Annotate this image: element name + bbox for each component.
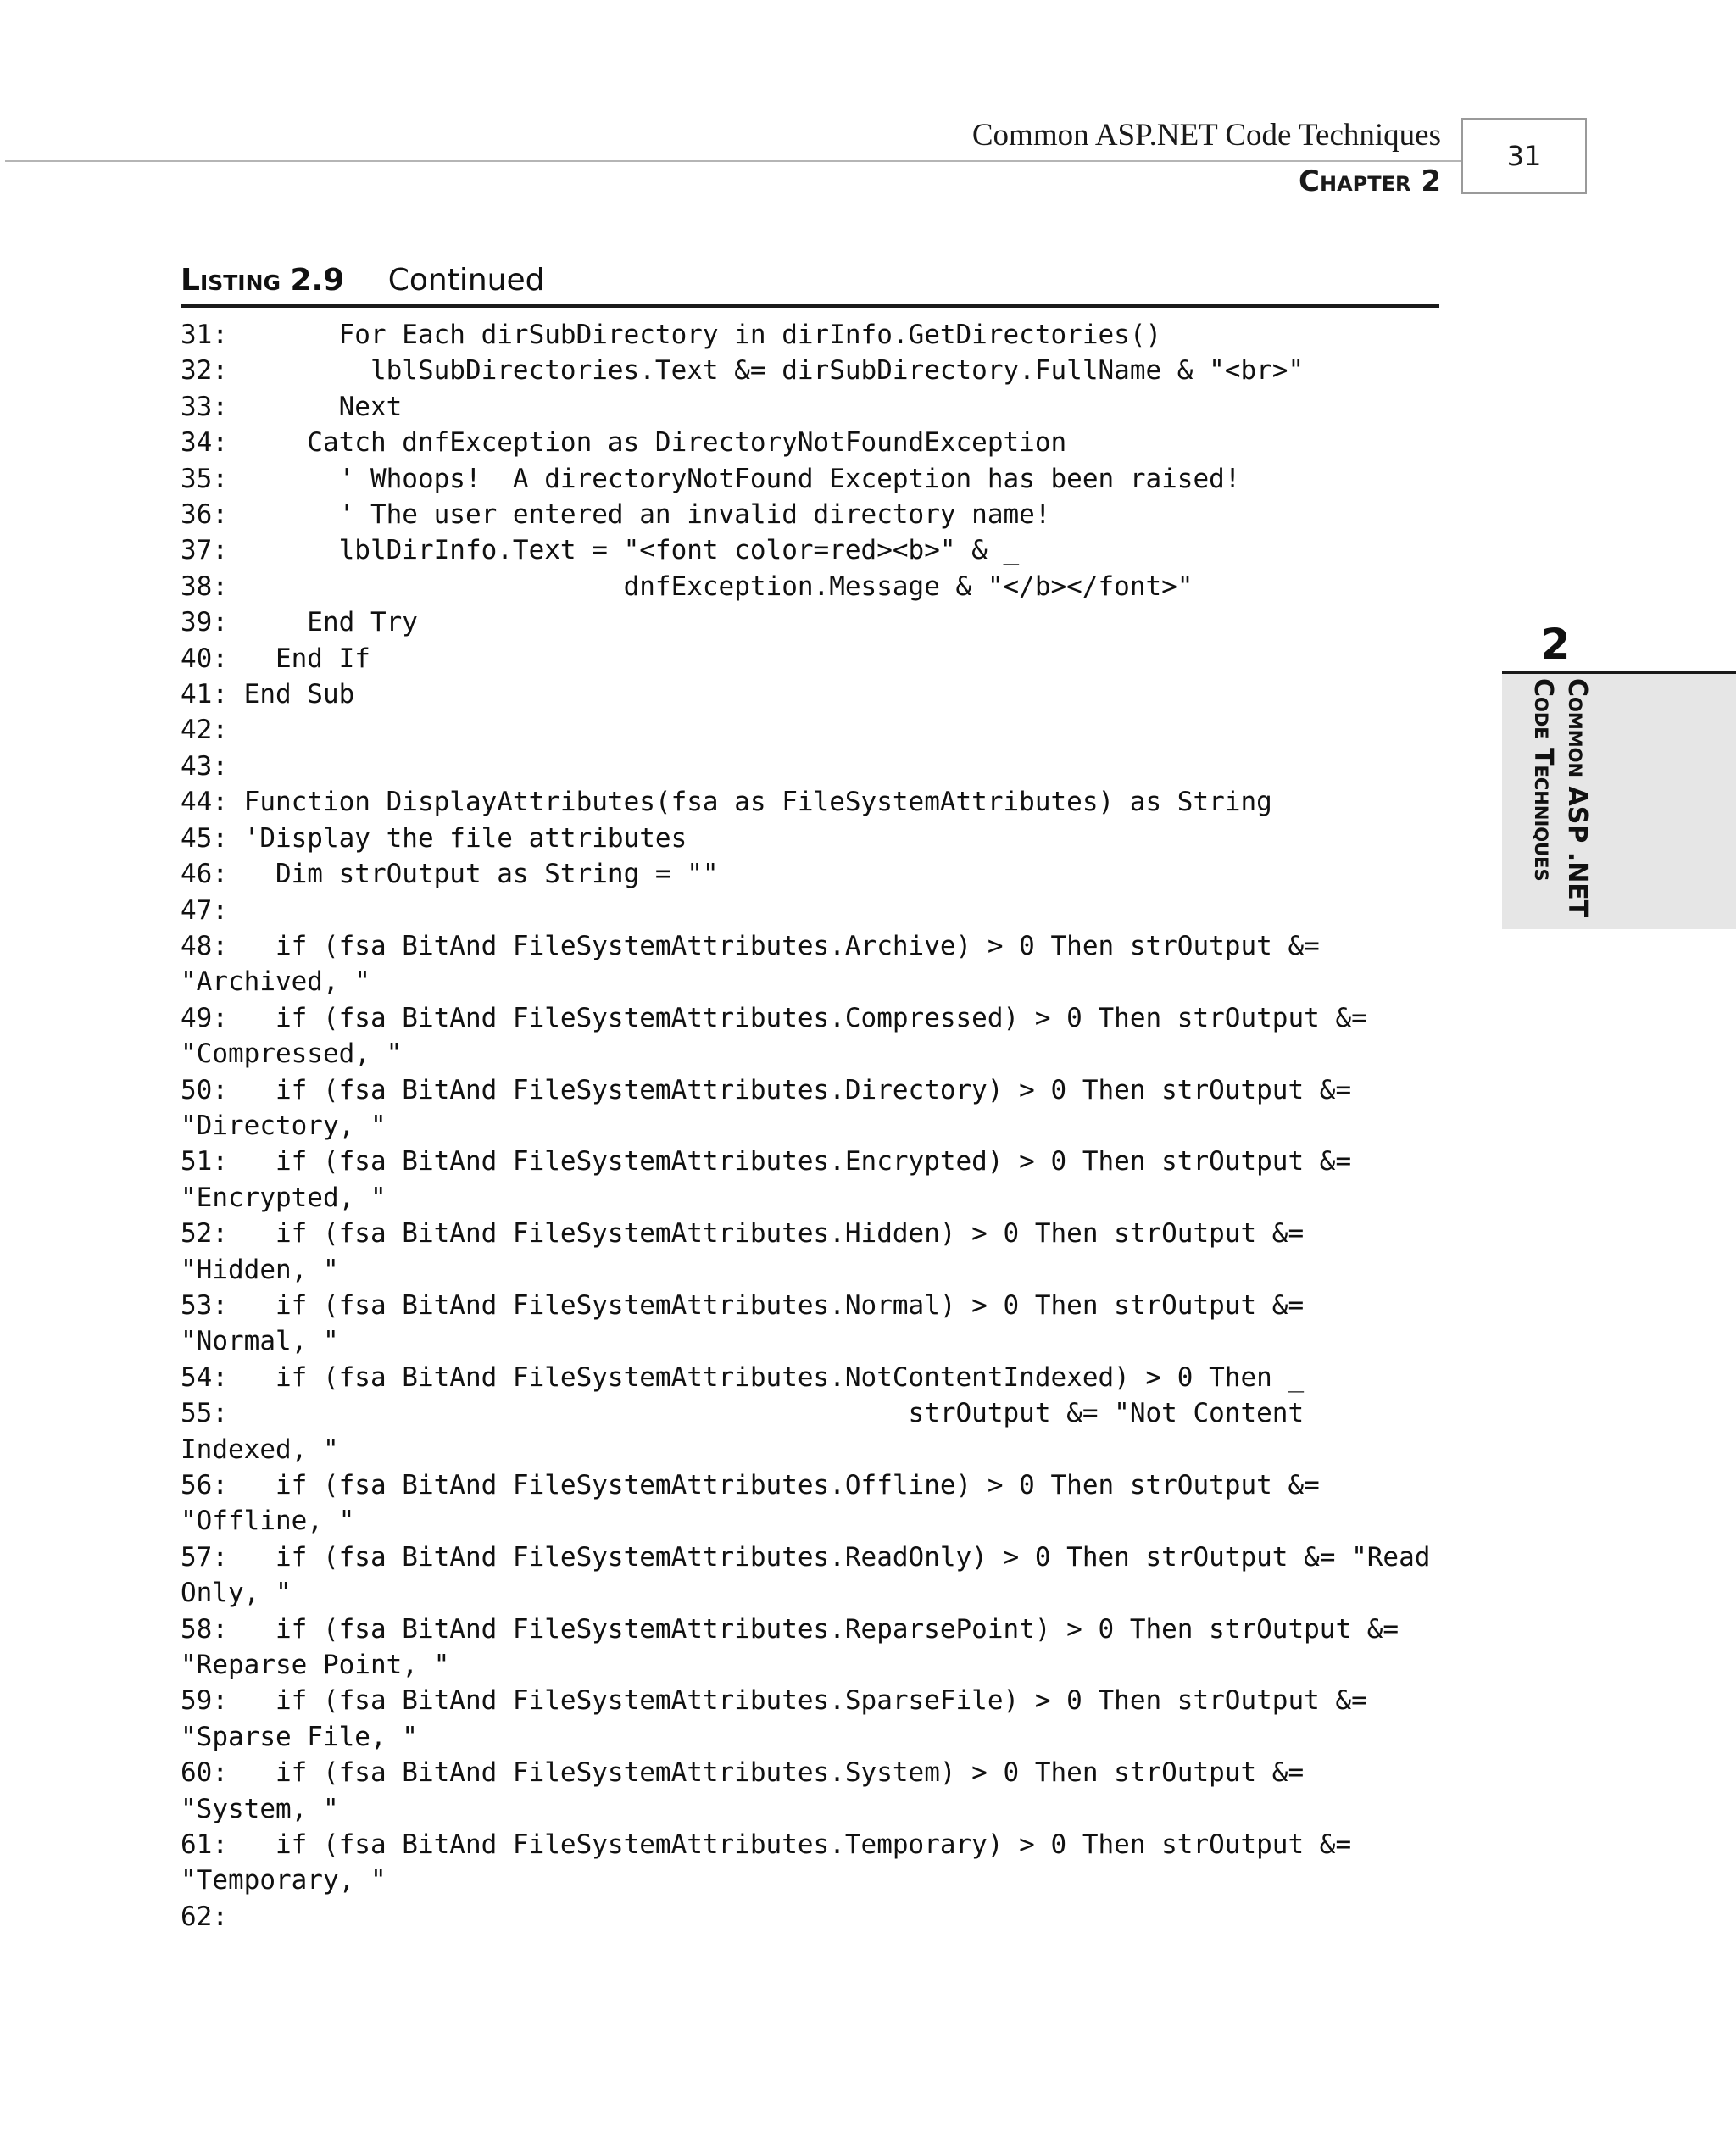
thumb-chapter-number: 2 xyxy=(1540,620,1571,669)
code-line: 54: if (fsa BitAnd FileSystemAttributes.NotContentIndexed) > 0 Then _ xyxy=(181,1361,1305,1393)
code-line: 35: ' Whoops! A directoryNotFound Exception has been raised! xyxy=(181,463,1241,494)
code-line: 62: xyxy=(181,1901,228,1932)
code-line: 60: if (fsa BitAnd FileSystemAttributes.System) > 0 Then strOutput &= xyxy=(181,1757,1305,1789)
code-line: "Sparse File, " xyxy=(181,1721,418,1752)
code-line: "Reparse Point, " xyxy=(181,1650,450,1681)
code-line: "System, " xyxy=(181,1793,339,1824)
code-line: 46: Dim strOutput as String = "" xyxy=(181,859,719,890)
code-line: 53: if (fsa BitAnd FileSystemAttributes.Normal) > 0 Then strOutput &= xyxy=(181,1289,1305,1321)
page-number-box xyxy=(1461,118,1587,194)
code-line: Indexed, " xyxy=(181,1434,339,1465)
page-number: 31 xyxy=(1506,140,1542,172)
code-line: "Archived, " xyxy=(181,966,370,998)
code-line: 33: Next xyxy=(181,391,403,422)
code-line: 45: 'Display the file attributes xyxy=(181,822,687,854)
listing-label: Listing xyxy=(181,263,281,298)
code-line: 57: if (fsa BitAnd FileSystemAttributes.ReadOnly) > 0 Then strOutput &= "Read xyxy=(181,1541,1431,1573)
code-line: "Normal, " xyxy=(181,1326,339,1357)
code-line: "Temporary, " xyxy=(181,1865,387,1896)
running-title: Common ASP.NET Code Techniques xyxy=(971,118,1441,153)
code-line: "Compressed, " xyxy=(181,1038,403,1070)
code-line: 44: Function DisplayAttributes(fsa as FileSystemAttributes) as String xyxy=(181,787,1272,818)
code-line: 31: For Each dirSubDirectory in dirInfo.GetDirectories() xyxy=(181,320,1162,350)
code-line: "Encrypted, " xyxy=(181,1182,387,1213)
thumb-title-line-2: Code Techniques xyxy=(1528,678,1558,882)
listing-heading xyxy=(181,263,544,298)
listing-rule xyxy=(181,304,1439,308)
code-line: 61: if (fsa BitAnd FileSystemAttributes.Temporary) > 0 Then strOutput &= xyxy=(181,1829,1352,1861)
code-line: 55: strOutput &= "Not Content xyxy=(181,1398,1305,1429)
code-line: 36: ' The user entered an invalid directory name! xyxy=(181,499,1051,531)
code-line: 49: if (fsa BitAnd FileSystemAttributes.Compressed) > 0 Then strOutput &= xyxy=(181,1002,1367,1033)
code-line: 48: if (fsa BitAnd FileSystemAttributes.Archive) > 0 Then strOutput &= xyxy=(181,930,1320,961)
thumb-title-line-1: Common ASP .NET xyxy=(1562,678,1592,918)
code-line: 40: End If xyxy=(181,643,370,674)
code-line: 37: lblDirInfo.Text = "<font color=red><b>" & _ xyxy=(181,535,1020,566)
code-line: 56: if (fsa BitAnd FileSystemAttributes.Offline) > 0 Then strOutput &= xyxy=(181,1470,1320,1500)
code-line: 52: if (fsa BitAnd FileSystemAttributes.Hidden) > 0 Then strOutput &= xyxy=(181,1218,1305,1250)
header-rule xyxy=(5,160,1461,162)
thumb-chapter-title xyxy=(1526,678,1594,917)
listing-number: 2.9 xyxy=(290,263,345,298)
code-line: "Directory, " xyxy=(181,1110,387,1141)
code-line: 34: Catch dnfException as DirectoryNotFoundException xyxy=(181,427,1067,459)
thumb-tab-rule xyxy=(1502,671,1736,674)
chapter-label: Chapter 2 xyxy=(1299,164,1441,198)
code-line: 51: if (fsa BitAnd FileSystemAttributes.Encrypted) > 0 Then strOutput &= xyxy=(181,1146,1352,1177)
code-line: 41: End Sub xyxy=(181,679,355,710)
code-listing xyxy=(181,317,1430,1935)
code-line: 58: if (fsa BitAnd FileSystemAttributes.ReparsePoint) > 0 Then strOutput &= xyxy=(181,1613,1399,1645)
code-line: 47: xyxy=(181,894,228,926)
code-line: 39: End Try xyxy=(181,607,418,638)
code-line: "Offline, " xyxy=(181,1506,355,1537)
listing-caption: Continued xyxy=(387,263,545,298)
code-line: 38: dnfException.Message & "</b></font>" xyxy=(181,571,1194,602)
code-line: 43: xyxy=(181,750,228,782)
code-line: 50: if (fsa BitAnd FileSystemAttributes.Directory) > 0 Then strOutput &= xyxy=(181,1074,1352,1105)
code-line: "Hidden, " xyxy=(181,1254,339,1285)
code-line: 42: xyxy=(181,715,228,746)
code-line: 59: if (fsa BitAnd FileSystemAttributes.SparseFile) > 0 Then strOutput &= xyxy=(181,1685,1367,1717)
code-line: 32: lblSubDirectories.Text &= dirSubDirectory.FullName & "<br>" xyxy=(181,355,1305,387)
code-line: Only, " xyxy=(181,1578,292,1609)
